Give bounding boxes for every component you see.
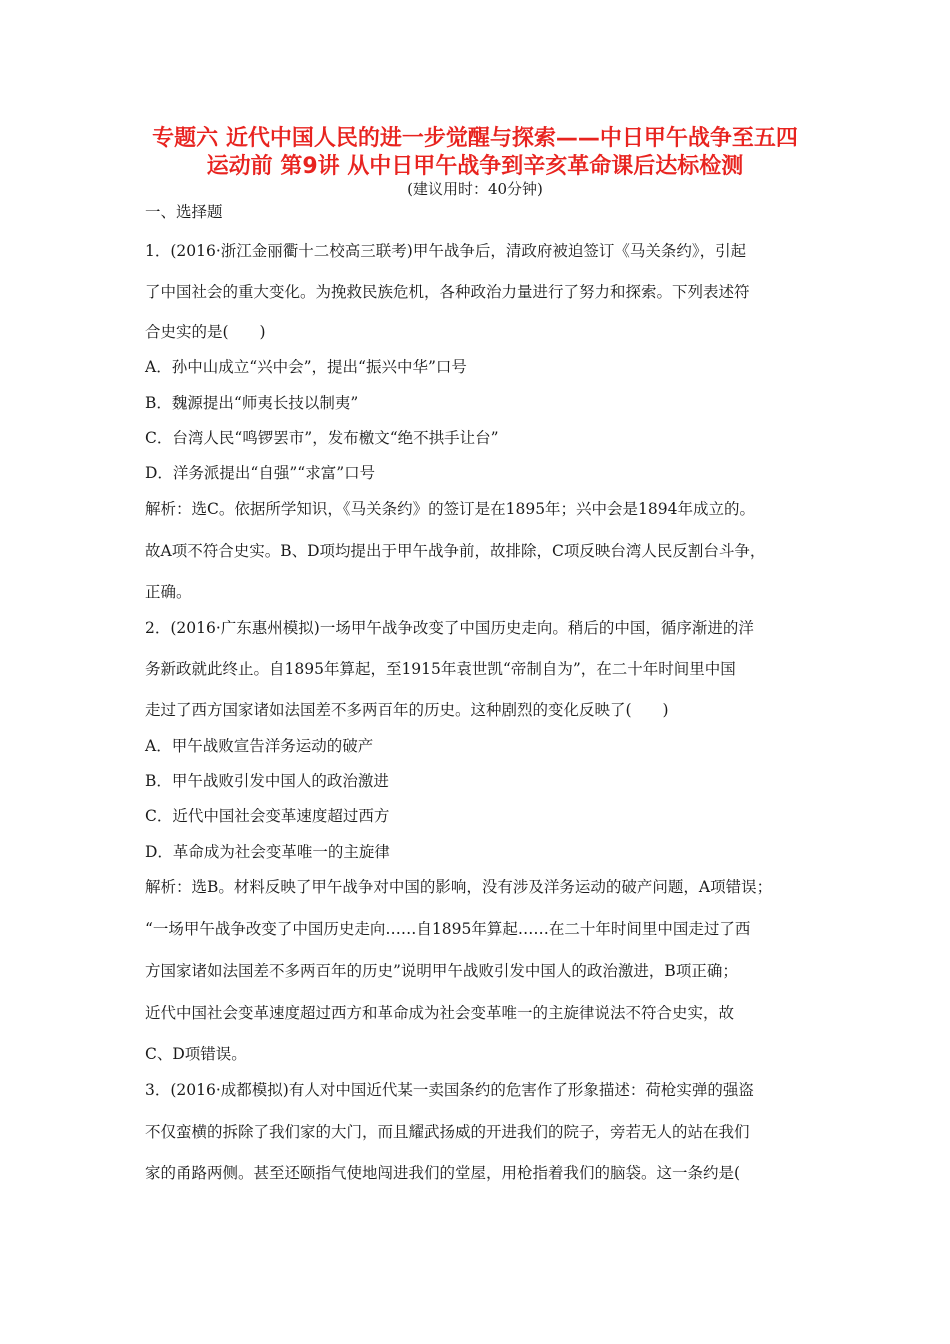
q2-stem-line-3: 走过了西方国家诸如法国差不多两百年的历史。这种剧烈的变化反映了( )	[145, 701, 669, 719]
q3-stem-line-2: 不仅蛮横的拆除了我们家的大门，而且耀武扬威的开进我们的院子，旁若无人的站在我们	[145, 1123, 750, 1141]
q1-analysis-line-1: 解析：选C。依据所学知识，《马关条约》的签订是在1895年；兴中会是1894年成立的。	[145, 500, 756, 518]
q2-stem-line-2: 务新政就此终止。自1895年算起，至1915年袁世凯“帝制自为”，在二十年时间里中国	[145, 660, 736, 678]
q1-option-c: C．台湾人民“鸣锣罢市”，发布檄文“绝不拱手让台”	[145, 429, 499, 447]
q1-option-b: B．魏源提出“师夷长技以制夷”	[145, 394, 359, 412]
q2-option-b: B．甲午战败引发中国人的政治激进	[145, 772, 389, 790]
q1-option-d: D．洋务派提出“自强”“求富”口号	[145, 464, 376, 482]
q2-analysis-line-1: 解析：选B。材料反映了甲午战争对中国的影响，没有涉及洋务运动的破产问题，A项错误；	[145, 878, 773, 896]
q2-option-d: D．革命成为社会变革唯一的主旋律	[145, 843, 390, 861]
q1-stem-line-2: 了中国社会的重大变化。为挽救民族危机，各种政治力量进行了努力和探索。下列表述符	[145, 283, 750, 301]
q1-option-a: A．孙中山成立“兴中会”，提出“振兴中华”口号	[145, 358, 467, 376]
q2-analysis-line-2: “一场甲午战争改变了中国历史走向……自1895年算起……在二十年时间里中国走过了西	[145, 920, 751, 938]
q1-analysis-line-2: 故A项不符合史实。B、D项均提出于甲午战争前，故排除，C项反映台湾人民反割台斗争，	[145, 542, 766, 560]
q1-stem-line-1: 1．(2016·浙江金丽衢十二校高三联考)甲午战争后，清政府被迫签订《马关条约》，引起	[145, 242, 747, 260]
q2-option-c: C．近代中国社会变革速度超过西方	[145, 807, 390, 825]
section-heading: 一、选择题	[145, 203, 223, 221]
title-line-2: 运动前 第9讲 从中日甲午战争到辛亥革命课后达标检测	[206, 154, 744, 179]
q1-analysis-line-3: 正确。	[145, 583, 192, 601]
title-line-1: 专题六 近代中国人民的进一步觉醒与探索——中日甲午战争至五四	[152, 126, 798, 151]
q2-analysis-line-4: 近代中国社会变革速度超过西方和革命成为社会变革唯一的主旋律说法不符合史实，故	[145, 1004, 735, 1022]
q2-analysis-line-3: 方国家诸如法国差不多两百年的历史”说明甲午战败引发中国人的政治激进，B项正确；	[145, 962, 738, 980]
q1-stem-line-3: 合史实的是( )	[145, 323, 266, 341]
suggested-time: (建议用时：40分钟)	[407, 180, 543, 198]
q2-option-a: A．甲午战败宣告洋务运动的破产	[145, 737, 374, 755]
q2-analysis-line-5: C、D项错误。	[145, 1045, 247, 1063]
q3-stem-line-3: 家的甬路两侧。甚至还颐指气使地闯进我们的堂屋，用枪指着我们的脑袋。这一条约是(	[145, 1164, 741, 1182]
q2-stem-line-1: 2．(2016·广东惠州模拟)一场甲午战争改变了中国历史走向。稍后的中国，循序渐进的洋	[145, 619, 754, 637]
q3-stem-line-1: 3．(2016·成都模拟)有人对中国近代某一卖国条约的危害作了形象描述：荷枪实弹的强盗	[145, 1081, 754, 1099]
